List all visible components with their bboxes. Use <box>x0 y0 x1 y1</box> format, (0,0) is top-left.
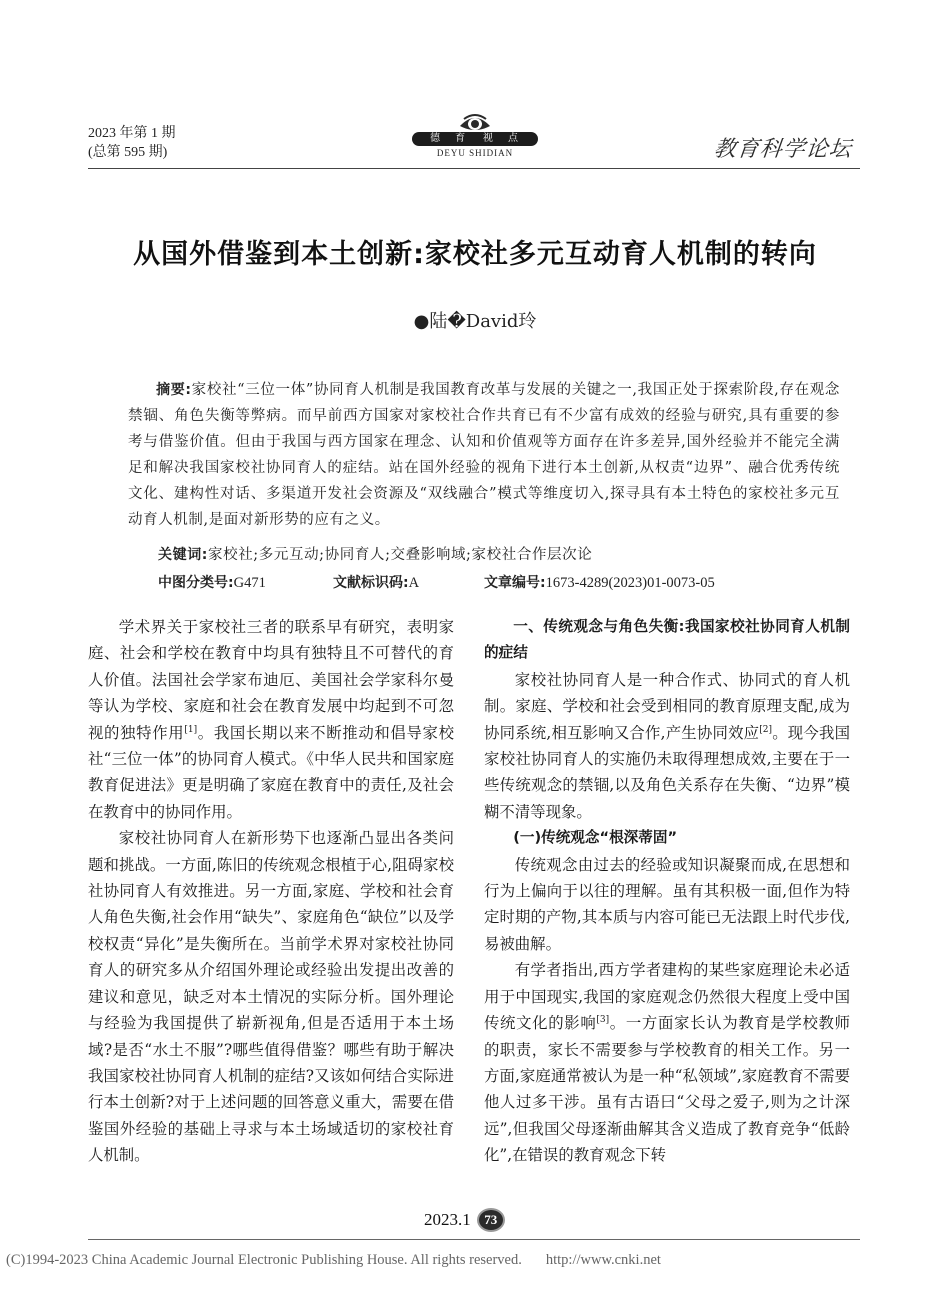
issue-number: 2023 年第 1 期 <box>88 126 176 141</box>
column-pinyin: DEYU SHIDIAN <box>436 148 514 158</box>
paragraph: 家校社协同育人在新形势下也逐渐凸显出各类问题和挑战。一方面,陈旧的传统观念根植于心,阻碍家校社协同育人有效推进。另一方面,家庭、学校和社会育人角色失衡,社会作用“缺失”、家庭角色“缺位”以及学校权责“异化”是失衡所在。当前学术界对家校社协同育人的研究多从介绍国外理论或经验出发提出改善的建议和意见，缺乏对本土情况的实际分析。国外理论与经验为我国提供了崭新视角,但是否适用于本土场域?是否“水土不服”?哪些值得借鉴？哪些有助于解决我国家校社协同育人机制的症结?又该如何结合实际进行本土创新?对于上述问题的回答意义重大，需要在借鉴国外经验的基础上寻求与本土场域适切的家校社育人机制。 <box>88 829 454 1165</box>
column-left-label: 德 育 <box>430 133 472 144</box>
article-no-label: 文章编号: <box>484 575 546 591</box>
doc-code-label: 文献标识码: <box>333 575 409 591</box>
footer-rule <box>88 1239 860 1240</box>
page-number-badge: 73 <box>477 1208 505 1232</box>
issue-total: (总第 595 期) <box>88 145 168 160</box>
header-rule <box>88 168 860 169</box>
paragraph: 有学者指出,西方学者建构的某些家庭理论未必适用于中国现实,我国的家庭观念仍然很大程度上受中国传统文化的影响[3]。一方面家长认为教育是学校教师的职责，家长不需要参与学校教育的相关工作。另一方面,家庭通常被认为是一种“私领域”,家庭教育不需要他人过多干涉。虽有古语曰“父母之爱子,则为之计深远”,但我国父母逐渐曲解其含义造成了教育竞争“低龄化”,在错误的教育观念下转 <box>484 961 850 1165</box>
paragraph: 家校社协同育人是一种合作式、协同式的育人机制。家庭、学校和社会受到相同的教育原理支配,成为协同系统,相互影响又合作,产生协同效应[2]。现今我国家校社协同育人的实施仍未取得理想成效,主要在于一些传统观念的禁锢,以及角色关系存在失衡、“边界”模糊不清等现象。 <box>484 670 850 821</box>
citation-ref: [3] <box>596 1014 610 1025</box>
subsection-heading: (一)传统观念“根深蒂固” <box>513 829 678 847</box>
body-column-left <box>88 614 454 1169</box>
footer-issue: 2023.1 <box>424 1210 471 1229</box>
paragraph: 学术界关于家校社三者的联系早有研究，表明家庭、社会和学校在教育中均具有独特且不可替代的育人价值。法国社会学家布迪厄、美国社会学家科尔曼等认为学校、家庭和社会在教育发展中均起到不可忽视的独特作用[1]。我国长期以来不断推动和倡导家校社“三位一体”的协同育人模式。《中华人民共和国家庭教育促进法》更是明确了家庭在教育中的责任,及社会在教育中的协同作用。 <box>88 618 454 821</box>
citation-ref: [2] <box>759 724 773 735</box>
copyright-text: (C)1994-2023 China Academic Journal Electronic Publishing House. All rights reserved. <box>6 1252 522 1268</box>
column-band <box>412 132 538 146</box>
keywords <box>158 543 848 567</box>
abstract-text: 家校社“三位一体”协同育人机制是我国教育改革与发展的关键之一,我国正处于探索阶段,存在观念禁锢、角色失衡等弊病。而早前西方国家对家校社合作共育已有不少富有成效的经验与研究,具有重要的参考与借鉴价值。但由于我国与西方国家在理念、认知和价值观等方面存在许多差异,国外经验并不能完全满足和解决我国家校社协同育人的症结。站在国外经验的视角下进行本土创新,从权责“边界”、融合优秀传统文化、建构性对话、多渠道开发社会资源及“双线融合”模式等维度切入,探寻具有本土特色的家校社多元互动育人机制,是面对新形势的应有之义。 <box>128 382 840 528</box>
cnki-link[interactable]: http://www.cnki.net <box>545 1252 661 1268</box>
paragraph: 传统观念由过去的经验或知识凝聚而成,在思想和行为上偏向于以往的理解。虽有其积极一面,但作为特定时期的产物,其本质与内容可能已无法跟上时代步伐,易被曲解。 <box>484 855 850 953</box>
copyright-line <box>6 1252 946 1269</box>
keywords-label: 关键词: <box>158 547 208 563</box>
column-right-label: 视 点 <box>482 133 524 144</box>
document-code <box>333 571 419 595</box>
clc-number <box>158 571 266 595</box>
article-no-value: 1673-4289(2023)01-0073-05 <box>545 575 715 591</box>
page-footer <box>424 1208 505 1232</box>
article-title: 从国外借鉴到本土创新:家校社多元互动育人机制的转向 <box>133 239 817 270</box>
article-author: ●陆�David玲 <box>413 311 537 332</box>
issue-info <box>88 124 176 162</box>
column-logo <box>400 112 550 162</box>
keywords-text: 家校社;多元互动;协同育人;交叠影响域;家校社合作层次论 <box>208 547 593 563</box>
doc-code-value: A <box>408 575 420 591</box>
clc-value: G471 <box>233 575 266 591</box>
clc-label: 中图分类号: <box>158 575 234 591</box>
journal-name: 教育科学论坛 <box>712 137 854 162</box>
article-number <box>484 571 715 595</box>
abstract-label: 摘要: <box>156 382 192 398</box>
eye-icon <box>458 112 492 134</box>
body-column-right <box>484 614 850 1169</box>
abstract <box>128 377 840 533</box>
section-heading: 一、传统观念与角色失衡:我国家校社协同育人机制的症结 <box>484 618 850 662</box>
citation-ref: [1] <box>184 724 198 735</box>
